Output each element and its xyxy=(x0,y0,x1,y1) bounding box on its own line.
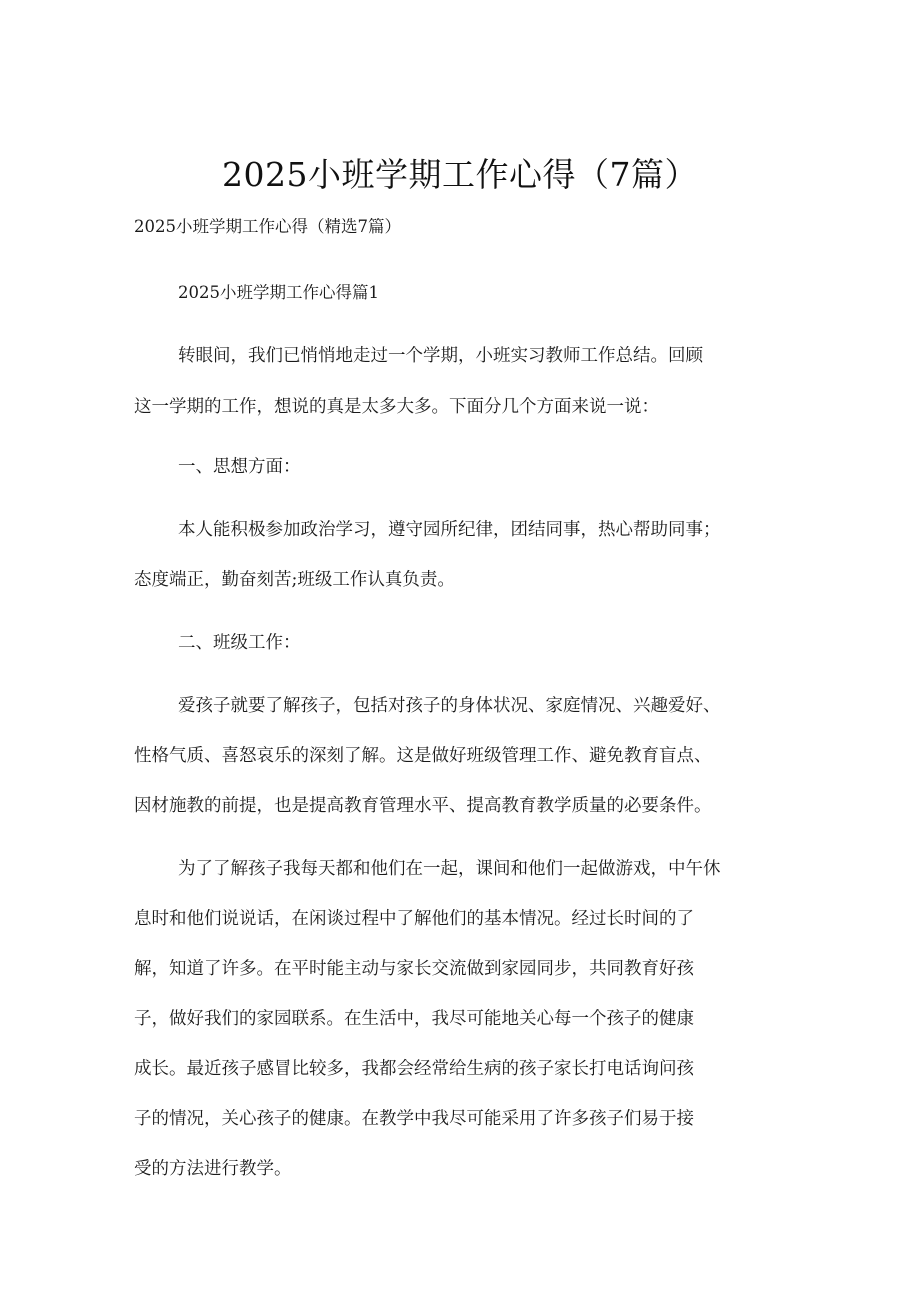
body-line: 转眼间，我们已悄悄地走过一个学期，小班实习教师工作总结。回顾 xyxy=(178,346,703,366)
body-line: 成长。最近孩子感冒比较多，我都会经常给生病的孩子家长打电话询问孩 xyxy=(134,1059,694,1079)
body-line: 因材施教的前提，也是提高教育管理水平、提高教育教学质量的必要条件。 xyxy=(134,796,712,816)
body-line: 子，做好我们的家园联系。在生活中，我尽可能地关心每一个孩子的健康 xyxy=(134,1009,694,1029)
body-line: 息时和他们说说话，在闲谈过程中了解他们的基本情况。经过长时间的了 xyxy=(134,909,694,929)
body-line: 解，知道了许多。在平时能主动与家长交流做到家园同步，共同教育好孩 xyxy=(134,959,694,979)
document-subtitle: 2025小班学期工作心得（精选7篇） xyxy=(134,217,401,236)
body-line: 为了了解孩子我每天都和他们在一起，课间和他们一起做游戏，中午休 xyxy=(178,859,721,879)
body-line: 爱孩子就要了解孩子，包括对孩子的身体状况、家庭情况、兴趣爱好、 xyxy=(178,696,721,716)
body-line: 子的情况，关心孩子的健康。在教学中我尽可能采用了许多孩子们易于接 xyxy=(134,1109,694,1129)
body-heading: 二、班级工作： xyxy=(178,633,301,653)
body-line: 态度端正，勤奋刻苦;班级工作认真负责。 xyxy=(134,570,455,590)
body-line: 受的方法进行教学。 xyxy=(134,1159,292,1179)
body-line: 本人能积极参加政治学习，遵守园所纪律，团结同事，热心帮助同事； xyxy=(178,520,721,540)
body-line: 这一学期的工作，想说的真是太多大多。下面分几个方面来说一说： xyxy=(134,397,659,417)
body-heading: 一、思想方面： xyxy=(178,457,301,477)
body-line: 性格气质、喜怒哀乐的深刻了解。这是做好班级管理工作、避免教育盲点、 xyxy=(134,746,712,766)
section-heading: 2025小班学期工作心得篇1 xyxy=(178,283,379,302)
document-title: 2025小班学期工作心得（7篇） xyxy=(222,155,698,194)
